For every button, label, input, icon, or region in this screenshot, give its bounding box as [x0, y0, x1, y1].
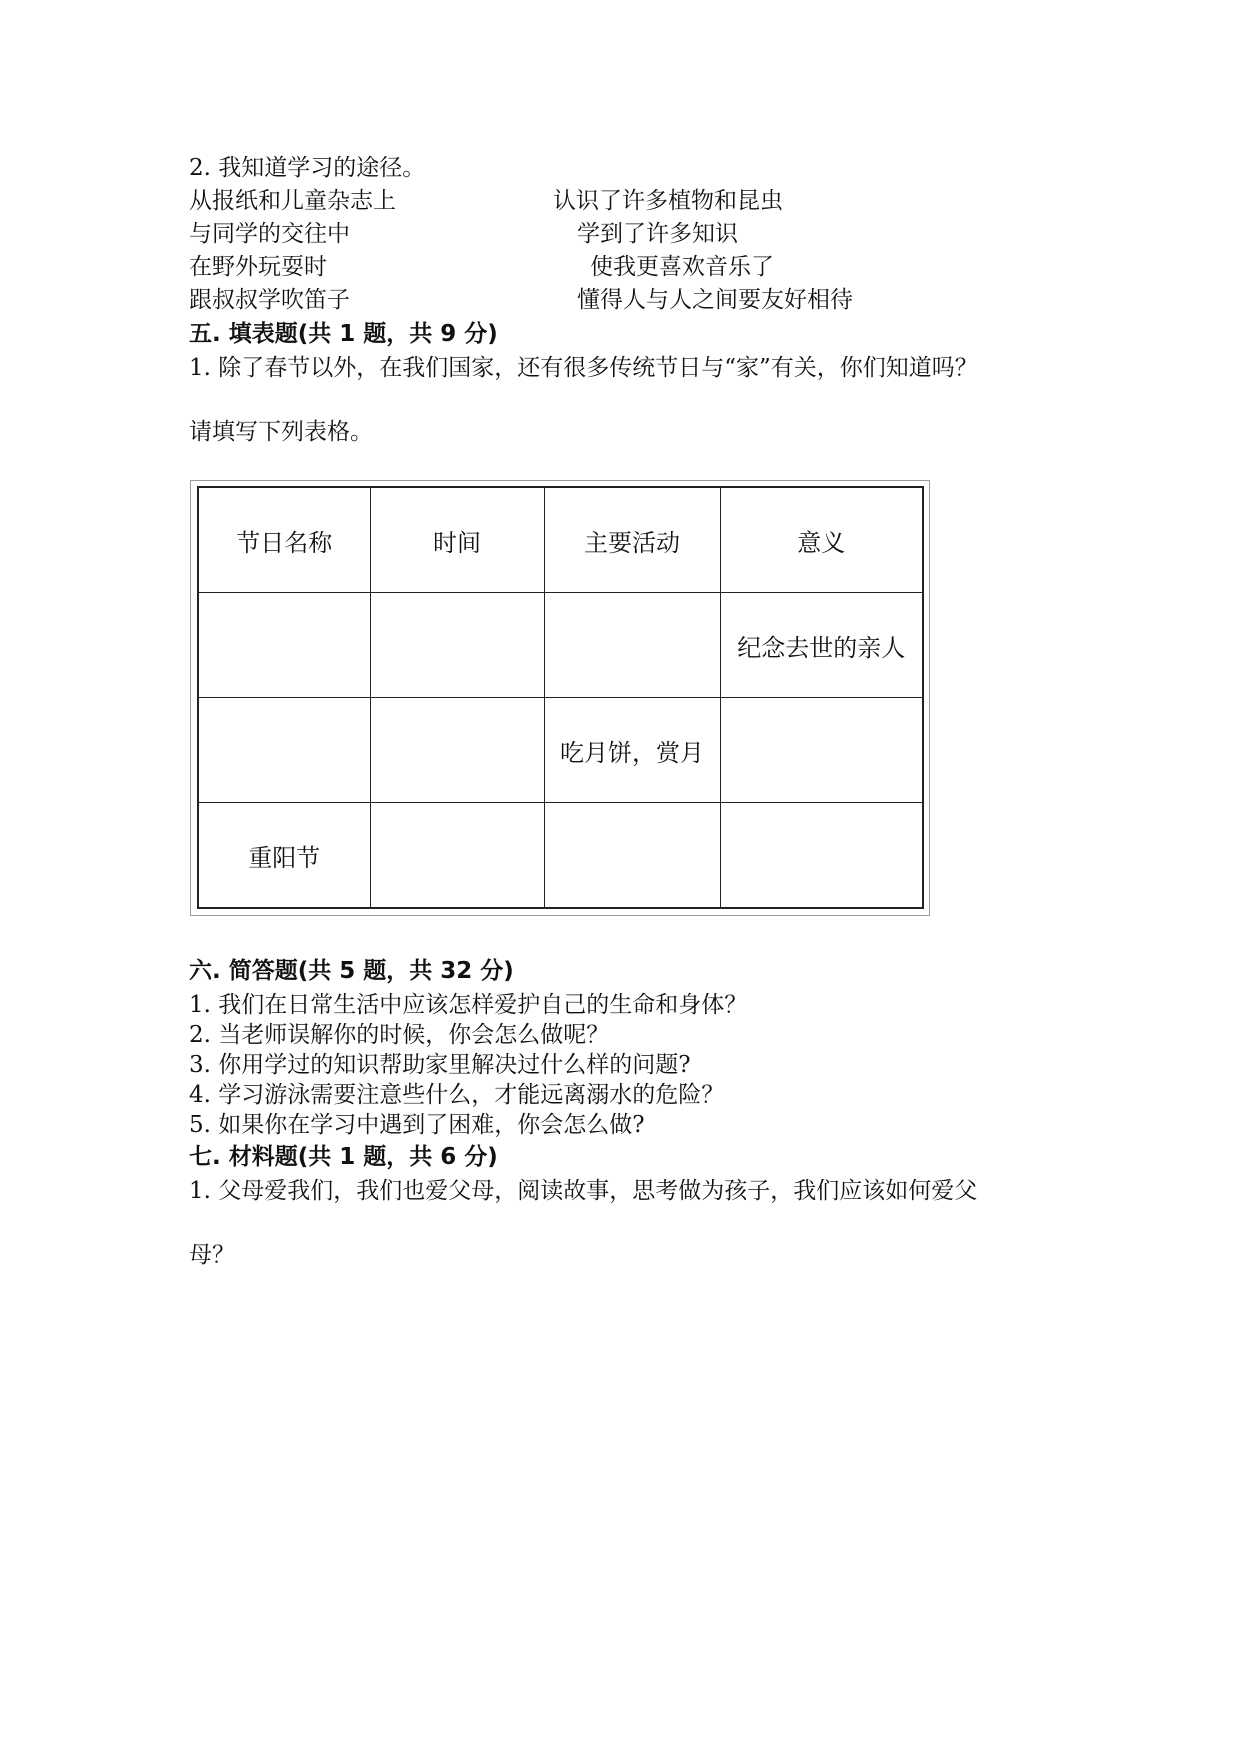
table-header-cell: 主要活动: [544, 487, 720, 593]
table-cell[interactable]: [720, 698, 923, 803]
table-cell[interactable]: [544, 593, 720, 698]
table-header-row: [198, 487, 923, 593]
question-text: 请填写下列表格。: [189, 419, 373, 445]
question-text: 2. 当老师误解你的时候，你会怎么做呢？: [189, 1022, 610, 1048]
section-heading: 七. 材料题(共 1 题，共 6 分): [189, 1144, 498, 1170]
table-cell[interactable]: [198, 698, 370, 803]
matching-right-item: 学到了许多知识: [577, 221, 738, 247]
question-text: 1. 我们在日常生活中应该怎样爱护自己的生命和身体？: [189, 992, 748, 1018]
matching-left-item: 从报纸和儿童杂志上: [189, 188, 396, 214]
table-cell[interactable]: [720, 803, 923, 909]
table-header-cell: 意义: [720, 487, 923, 593]
table-cell[interactable]: [198, 593, 370, 698]
table-row: [198, 803, 923, 909]
table-row: [198, 698, 923, 803]
matching-right-item: 使我更喜欢音乐了: [590, 254, 774, 280]
question-text: 5. 如果你在学习中遇到了困难，你会怎么做?: [189, 1112, 645, 1138]
question-text: 母？: [189, 1242, 235, 1268]
table-cell[interactable]: [370, 593, 544, 698]
matching-right-item: 认识了许多植物和昆虫: [553, 188, 783, 214]
matching-right-item: 懂得人与人之间要友好相待: [577, 287, 853, 313]
question-text: 3. 你用学过的知识帮助家里解决过什么样的问题?: [189, 1052, 691, 1078]
table-cell: 吃月饼，赏月: [544, 698, 720, 803]
table-cell: 重阳节: [198, 803, 370, 909]
table-cell[interactable]: [544, 803, 720, 909]
matching-left-item: 跟叔叔学吹笛子: [189, 287, 350, 313]
table-row: [198, 593, 923, 698]
matching-left-item: 在野外玩耍时: [189, 254, 327, 280]
question-text: 1. 除了春节以外，在我们国家，还有很多传统节日与“家”有关，你们知道吗？: [189, 355, 978, 381]
section-heading: 五. 填表题(共 1 题，共 9 分): [189, 321, 498, 347]
table-cell[interactable]: [370, 698, 544, 803]
table-cell[interactable]: [370, 803, 544, 909]
matching-title: 2. 我知道学习的途径。: [189, 155, 426, 181]
table-header-cell: 时间: [370, 487, 544, 593]
question-text: 1. 父母爱我们，我们也爱父母，阅读故事，思考做为孩子，我们应该如何爱父: [189, 1178, 978, 1204]
table-cell: 纪念去世的亲人: [720, 593, 923, 698]
question-text: 4. 学习游泳需要注意些什么，才能远离溺水的危险？: [189, 1082, 725, 1108]
matching-left-item: 与同学的交往中: [189, 221, 350, 247]
table-header-cell: 节日名称: [198, 487, 370, 593]
section-heading: 六. 简答题(共 5 题，共 32 分): [189, 958, 514, 984]
festival-table: [197, 486, 924, 909]
